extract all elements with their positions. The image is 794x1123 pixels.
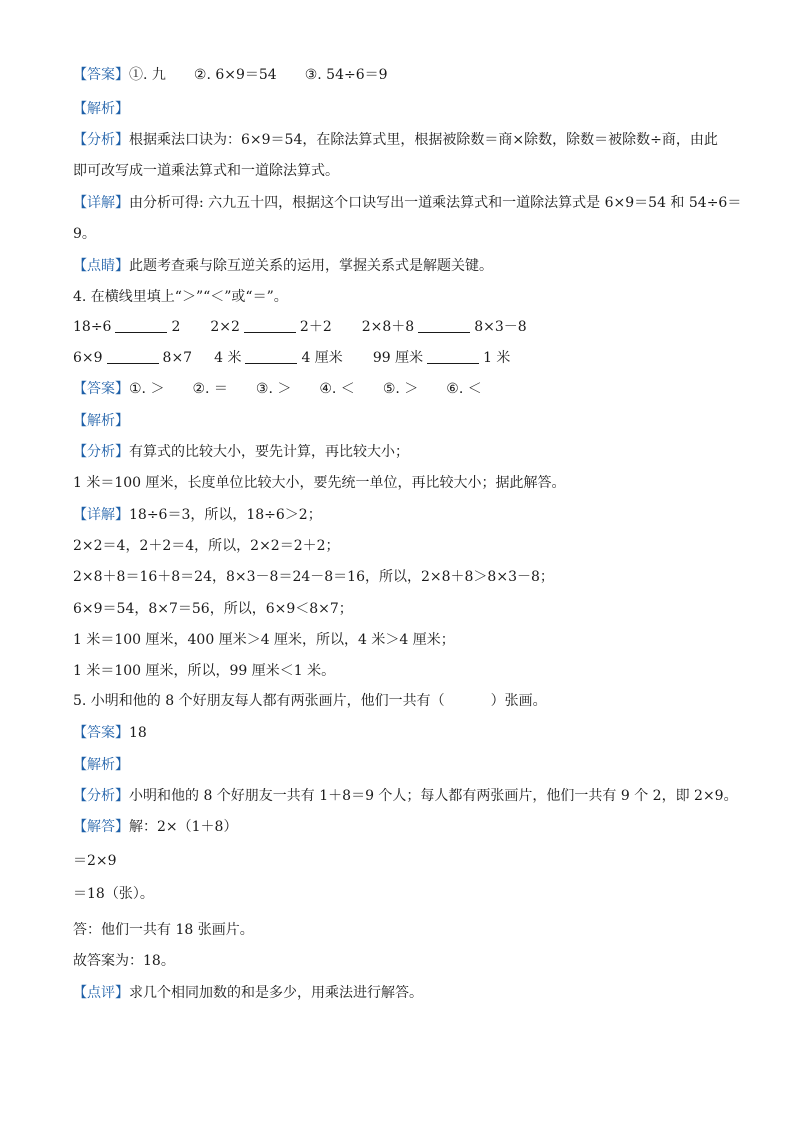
q4-xiangjie-line-2	[73, 537, 340, 555]
q5-analysis-tag-line	[73, 756, 129, 774]
q4-title	[73, 288, 288, 306]
q3-xiangjie-text-1: 由分析可得: 六九五十四，根据这个口诀写出一道乘法算式和一道除法算式是 6×9＝54 和 54÷6＝	[129, 195, 742, 211]
q5-step-1-text: ＝2×9	[73, 853, 117, 869]
q4-blank-3	[418, 318, 470, 333]
q5-jieda-text: 解：2×（1＋8）	[129, 819, 238, 835]
q5-title-text-a: 5. 小明和他的 8 个好朋友每人都有两张画片，他们一共有（	[73, 693, 445, 709]
q4-fenxi-text-2: 1 米＝100 厘米，长度单位比较大小，要先统一单位，再比较大小；据此解答。	[73, 475, 566, 491]
q4-expr-5: 4 米	[214, 350, 242, 366]
q5-dianping-text: 求几个相同加数的和是多少，用乘法进行解答。	[129, 985, 423, 1001]
q5-jieda-line	[73, 818, 237, 836]
answer-tag: 【答案】	[73, 381, 129, 397]
q5-step-2-text: ＝18（张）。	[73, 886, 154, 902]
q4-answer-line	[73, 380, 510, 398]
q4-expr-4b: 8×7	[162, 350, 193, 366]
fenxi-tag: 【分析】	[73, 444, 129, 460]
q4-analysis-tag-line	[73, 412, 129, 430]
answer-tag: 【答案】	[73, 67, 129, 83]
q3-answer-1: ①. 九	[129, 67, 166, 83]
q4-xiangjie-line-3	[73, 568, 554, 586]
q4-expr-5b: 4 厘米	[301, 350, 343, 366]
jieda-tag: 【解答】	[73, 819, 129, 835]
q4-xiangjie-text-1: 18÷6＝3，所以，18÷6＞2；	[129, 507, 322, 523]
q4-expr-3b: 8×3－8	[474, 319, 527, 335]
q5-da-line	[73, 921, 254, 939]
q4-answer-3: ③. ＞	[255, 381, 292, 397]
q4-answer-5: ⑤. ＞	[382, 381, 419, 397]
q4-expr-1b: 2	[171, 319, 181, 335]
q4-expr-3: 2×8＋8	[361, 319, 415, 335]
analysis-tag: 【解析】	[73, 413, 129, 429]
q4-xiangjie-line-1	[73, 506, 322, 524]
q3-answer-3: ③. 54÷6＝9	[304, 67, 388, 83]
q4-blank-5	[245, 349, 297, 364]
q5-fenxi-text: 小明和他的 8 个好朋友一共有 1＋8＝9 个人；每人都有两张画片，他们一共有 9 个 2，即 2×9。	[129, 788, 738, 804]
q4-xiangjie-text-4: 6×9＝54，8×7＝56，所以，6×9＜8×7；	[73, 601, 353, 617]
q4-xiangjie-text-3: 2×8＋8＝16＋8＝24，8×3－8＝24－8＝16，所以，2×8＋8＞8×3－8；	[73, 569, 554, 585]
q5-gu-text: 故答案为：18。	[73, 953, 175, 969]
q5-gu-line	[73, 952, 175, 970]
q4-xiangjie-line-5	[73, 631, 455, 649]
q5-title	[73, 692, 547, 710]
q3-dianjing-text: 此题考查乘与除互逆关系的运用，掌握关系式是解题关键。	[129, 258, 493, 274]
q4-expr-6b: 1 米	[483, 350, 511, 366]
q4-blank-2	[244, 318, 296, 333]
q4-row-1	[73, 318, 527, 336]
q3-xiangjie-line-2	[73, 225, 96, 243]
q3-fenxi-text-1: 根据乘法口诀为：6×9＝54，在除法算式里，根据被除数＝商×除数，除数＝被除数÷商，由此	[129, 132, 718, 148]
q5-dianping-line	[73, 984, 423, 1002]
q4-row-2	[73, 349, 510, 367]
analysis-tag: 【解析】	[73, 101, 129, 117]
q4-answer-4: ④. ＜	[319, 381, 355, 397]
answer-tag: 【答案】	[73, 725, 129, 741]
q3-answer-line	[73, 66, 416, 84]
q4-fenxi-line-1	[73, 443, 409, 461]
q5-step-1	[73, 852, 117, 870]
q3-dianjing-line	[73, 257, 493, 275]
q4-answer-6: ⑥. ＜	[446, 381, 482, 397]
q5-answer-line	[73, 724, 147, 742]
q5-step-2	[73, 885, 154, 903]
q3-analysis-tag-line	[73, 100, 129, 118]
q4-blank-6	[427, 349, 479, 364]
q4-xiangjie-text-6: 1 米＝100 厘米，所以，99 厘米＜1 米。	[73, 663, 336, 679]
q4-title-text: 4. 在横线里填上“＞”“＜”或“＝”。	[73, 289, 288, 305]
dianjing-tag: 【点睛】	[73, 258, 129, 274]
q4-expr-2b: 2＋2	[299, 319, 332, 335]
q3-xiangjie-line-1	[73, 194, 741, 212]
xiangjie-tag: 【详解】	[73, 507, 129, 523]
q3-answer-2: ②. 6×9＝54	[193, 67, 277, 83]
q5-fenxi-line	[73, 787, 738, 805]
q4-expr-4: 6×9	[73, 350, 103, 366]
q4-xiangjie-text-2: 2×2＝4，2＋2＝4，所以，2×2＝2＋2；	[73, 538, 340, 554]
q4-answer-2: ②. ＝	[192, 381, 228, 397]
q3-fenxi-line-2	[73, 162, 339, 180]
q4-xiangjie-line-6	[73, 662, 335, 680]
dianping-tag: 【点评】	[73, 985, 129, 1001]
q4-answer-1: ①. ＞	[129, 381, 165, 397]
fenxi-tag: 【分析】	[73, 132, 129, 148]
q5-answer: 18	[129, 725, 147, 741]
q5-title-text-b: ）张画。	[490, 693, 547, 709]
q4-blank-1	[115, 318, 167, 333]
q4-xiangjie-line-4	[73, 600, 353, 618]
q4-expr-2: 2×2	[210, 319, 240, 335]
q3-fenxi-text-2: 即可改写成一道乘法算式和一道除法算式。	[73, 163, 339, 179]
q4-fenxi-text-1: 有算式的比较大小，要先计算，再比较大小；	[129, 444, 409, 460]
q3-xiangjie-text-2: 9。	[73, 226, 96, 242]
q4-expr-6: 99 厘米	[372, 350, 424, 366]
q3-fenxi-line-1	[73, 131, 718, 149]
q4-xiangjie-text-5: 1 米＝100 厘米，400 厘米＞4 厘米，所以，4 米＞4 厘米；	[73, 632, 455, 648]
xiangjie-tag: 【详解】	[73, 195, 129, 211]
q4-blank-4	[107, 349, 159, 364]
analysis-tag: 【解析】	[73, 757, 129, 773]
q4-fenxi-line-2	[73, 474, 566, 492]
fenxi-tag: 【分析】	[73, 788, 129, 804]
q4-expr-1: 18÷6	[73, 319, 112, 335]
q5-da-text: 答：他们一共有 18 张画片。	[73, 922, 254, 938]
